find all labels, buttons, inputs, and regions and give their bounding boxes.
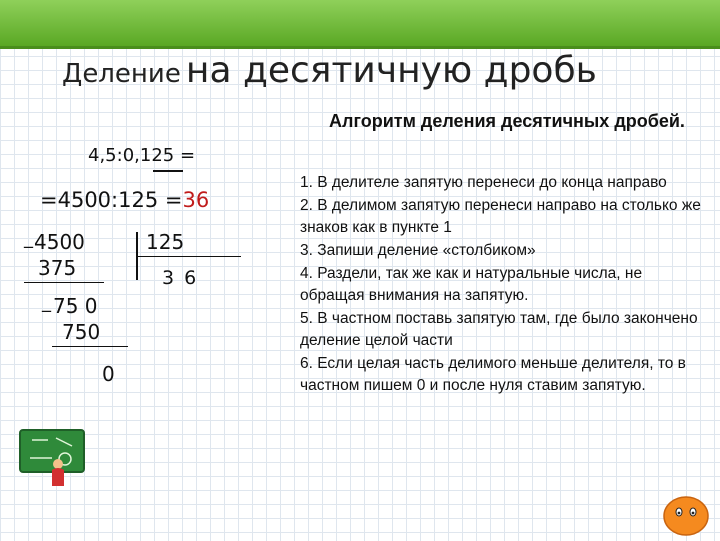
quotient: 3 6 [162,267,199,289]
title-part1: Деление [62,59,181,89]
final-remainder: 0 [102,362,115,386]
minus-sign-2: _ [42,292,51,313]
result-value: 36 [182,188,210,212]
subtraction-line-2 [52,346,128,347]
subtraction-line-1 [24,282,104,283]
subtrahend-2: 750 [62,320,101,344]
title-part2: на десятичную дробь [185,50,597,91]
algorithm-step: 2. В делимом запятую перенеси направо на столько же знаков как в пункте 1 [300,197,701,236]
algorithm-title: Алгоритм деления десятичных дробей. [329,111,685,131]
remainder-1: 75 0 [53,294,98,318]
chalkboard-teacher-icon [18,428,86,488]
subtrahend-1: 375 [38,256,77,280]
algorithm-steps [300,172,708,398]
page-title [62,50,597,91]
algorithm-step: 3. Запиши деление «столбиком» [300,242,536,259]
smiley-face-icon [662,492,710,536]
transformed-prefix: =4500:125 = [40,188,183,212]
algorithm-step: 5. В частном поставь запятую там, где было закончено деление целой части [300,310,698,349]
minus-sign-1: _ [24,228,33,249]
divisor: 125 [146,230,185,254]
algorithm-step: 4. Раздели, так же как и натуральные числа, не обращая внимания на запятую. [300,265,643,304]
header-bar [0,0,720,46]
transformed-expression [40,188,209,212]
example-expression: 4,5:0,125 = [88,145,196,166]
header-divider [0,46,720,49]
dividend: 4500 [34,230,85,254]
divisor-underline [137,256,241,257]
algorithm-step: 1. В делителе запятую перенеси до конца направо [300,174,667,191]
algorithm-step: 6. Если целая часть делимого меньше делителя, то в частном пишем 0 и после нуля ставим запятую. [300,355,686,394]
expression-underline [153,170,183,172]
